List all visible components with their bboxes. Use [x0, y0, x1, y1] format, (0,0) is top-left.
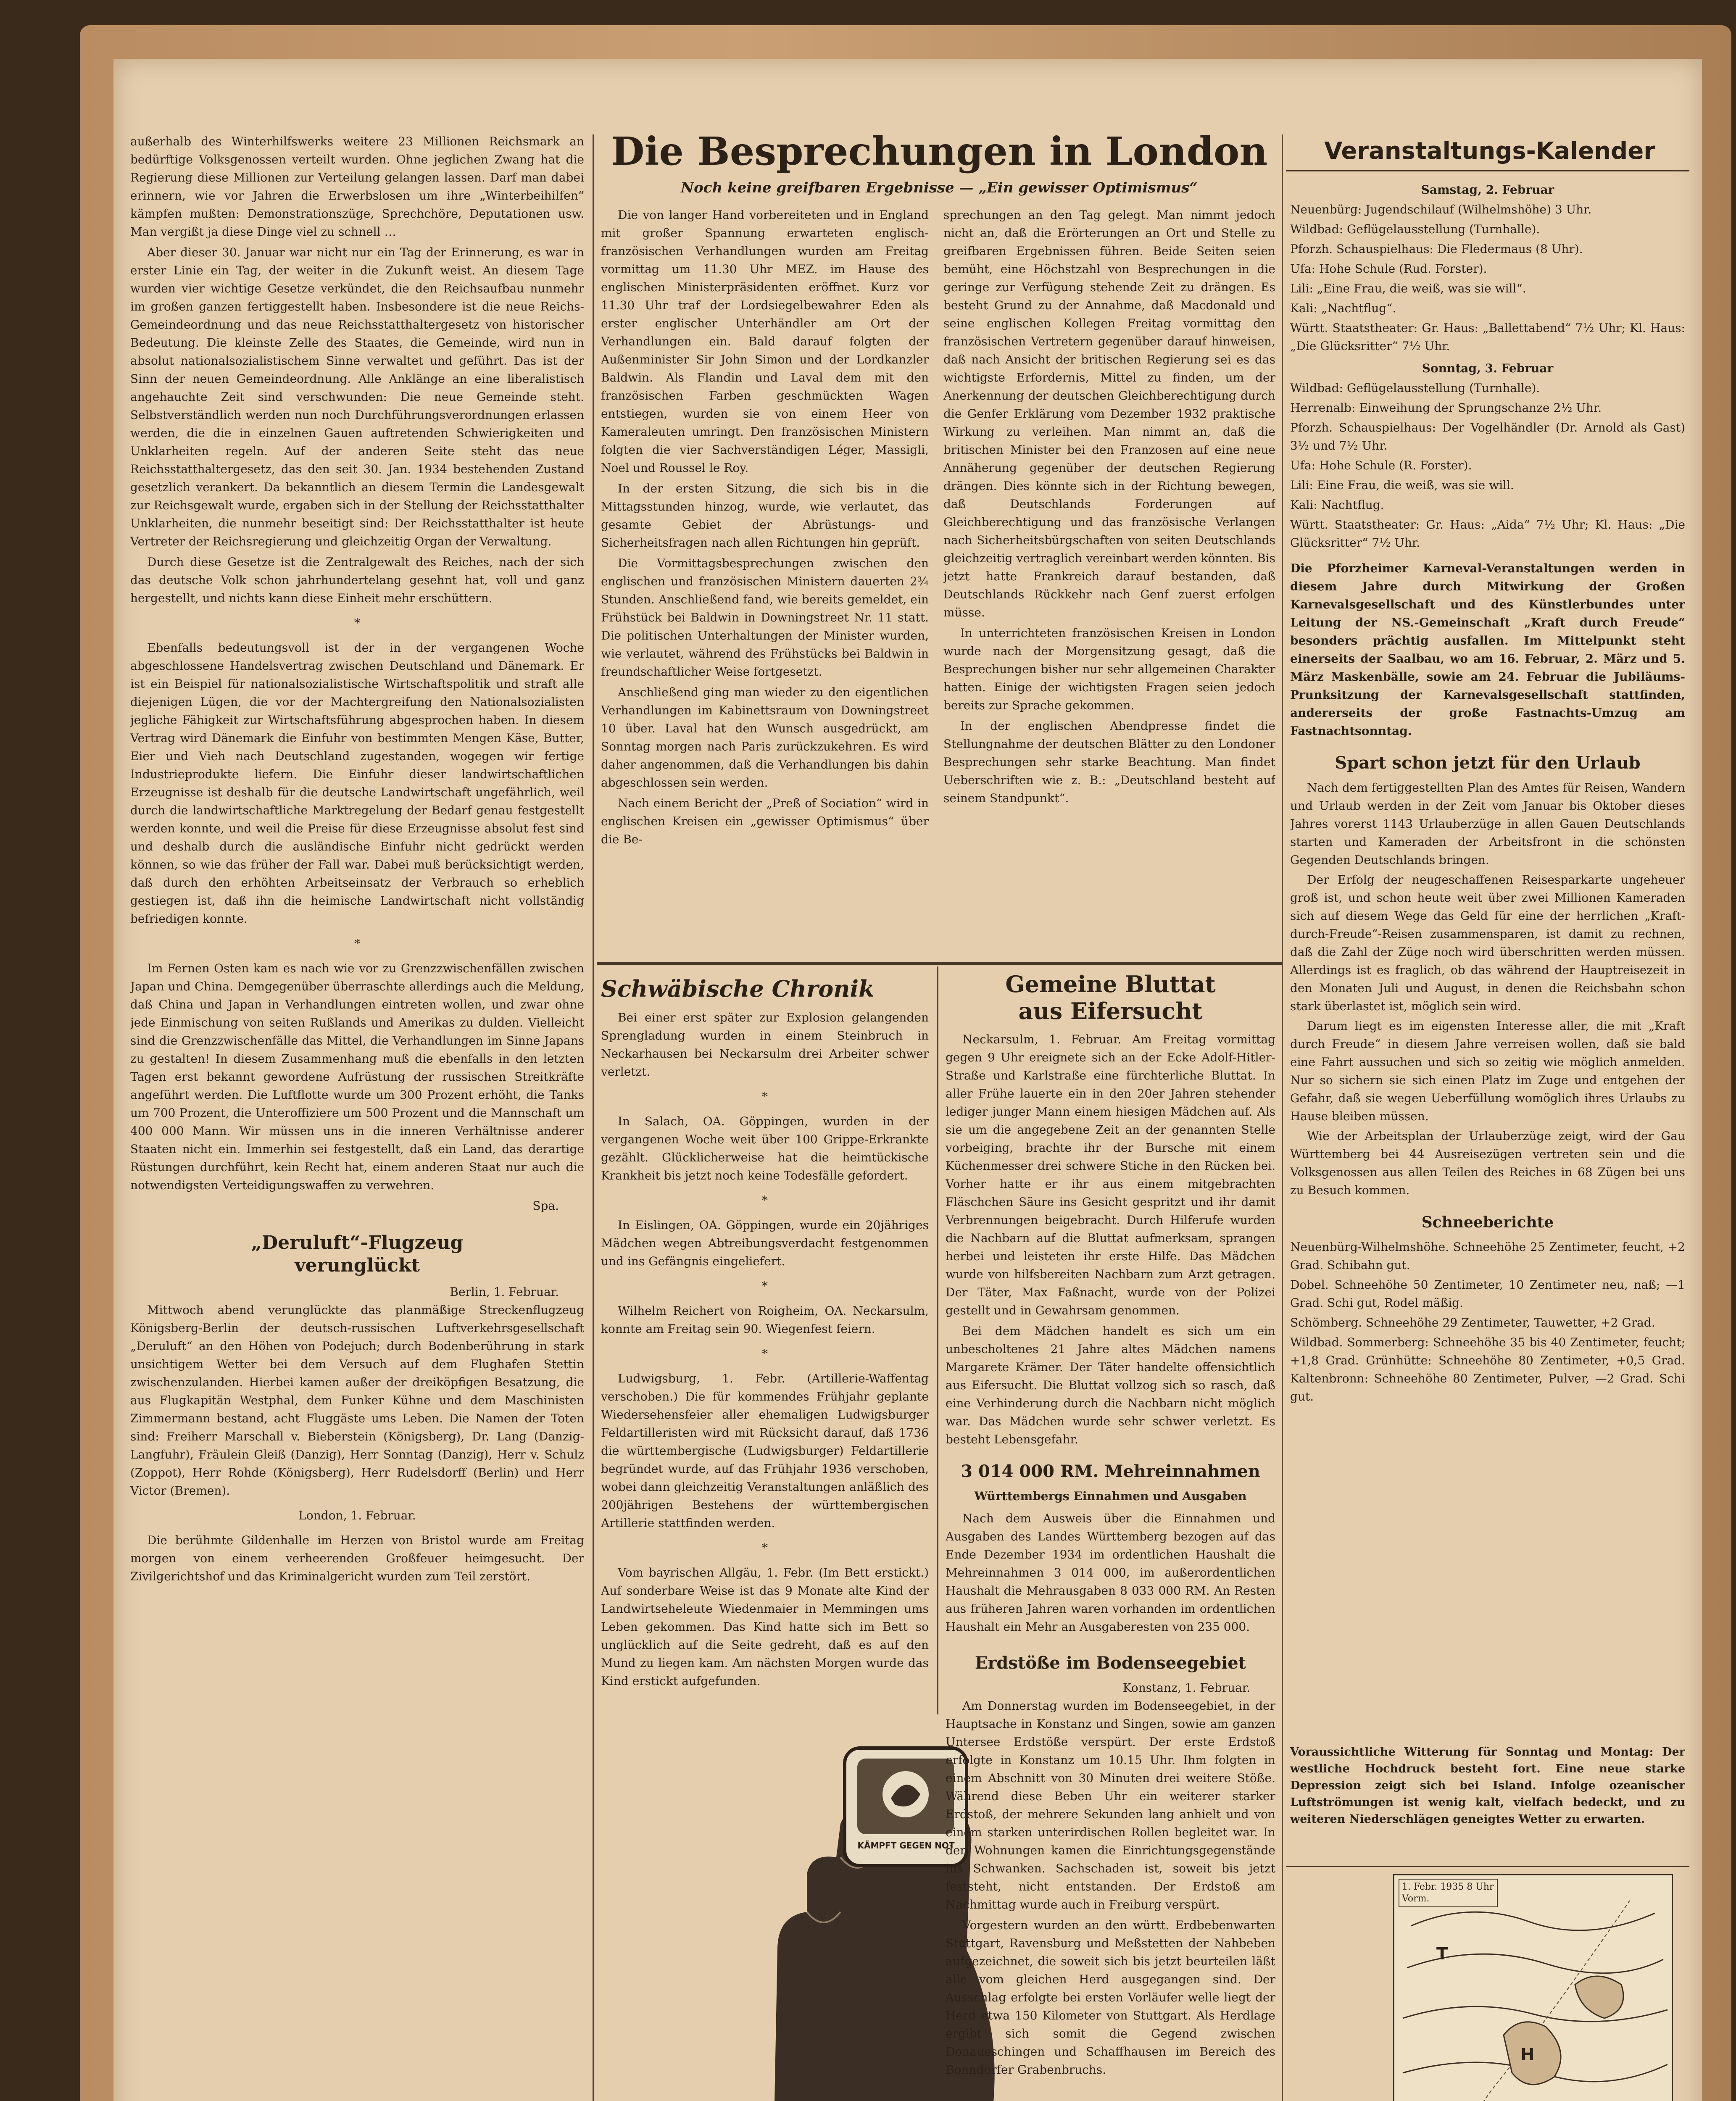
separator-star: *	[762, 1090, 768, 1103]
article-paragraph: Nach dem fertiggestellten Plan des Amtes für Reisen, Wandern und Urlaub werden in der Zeit vom Januar bis Oktober dieses Jahres vorerst 1143 Urlauberzüge in allen Gauen Deutschlands starten und Kameraden der Arbeitsfront in die schönsten Gegenden Deutschlands bringen.	[1290, 781, 1685, 867]
calendar-title: Veranstaltungs-Kalender	[1324, 137, 1655, 165]
lead-column-2	[943, 206, 1275, 958]
article-paragraph: Mittwoch abend verunglückte das planmäßige Streckenflugzeug Königsberg-Berlin der deutsch-russischen Luftverkehrsgesellschaft „Deruluft“ an den Höhen von Podejuch; durch Bodenberührung in stark unsichtigem Wetter bei dem Versuch auf dem Flughafen Stettin zwischenzulanden. Hierbei kamen außer der dreiköpfigen Besatzung, die aus Flugkapitän Westphal, dem Funker Kühne und dem Maschinisten Zimmermann bestand, acht Fluggäste ums Leben. Die Namen der Toten sind: Freiherr Marschall v. Bieberstein (Königsberg), Dr. Lang (Danzig-Langfuhr), Fräulein Gleiß (Danzig), Herr Sonntag (Danzig), Herr v. Schulz (Zoppot), Herr Rohde (Königsberg), Herr Rudelsdorff (Berlin) und Herr Victor (Bremen).	[130, 1303, 584, 1498]
article-paragraph: außerhalb des Winterhilfswerks weitere 23 Millionen Reichsmark an bedürftige Volksgenossen verteilt wurden. Ohne jeglichen Zwang hat die Regierung diese Millionen zur Verteilung gelangen lassen. Darf man dabei erinnern, wie vor Jahren die Erwerbslosen um ihre „Winterbeihilfen“ kämpfen mußten: Demonstrationszüge, Sprechchöre, Deputationen usw. Man vergißt ja diese Dinge viel zu schnell …	[130, 134, 584, 239]
bluttat-headline: Gemeine Bluttat aus Eifersucht	[1005, 971, 1216, 1024]
article-paragraph: Neckarsulm, 1. Februar. Am Freitag vormittag gegen 9 Uhr ereignete sich an der Ecke Adolf-Hitler-Straße und Karlstraße eine fürchterliche Bluttat. In aller Frühe lauerte ein in den 20er Jahren stehender lediger junger Mann einem hiesigen Mädchen auf. Als sie um die angegebene Zeit an der genannten Stelle vorbeiging, brachte ihr der Bursche mit einem Küchenmesser drei schwere Stiche in den Rücken bei. Vorher hatte er ihr aus einem mitgebrachten Fläschchen Säure ins Gesicht gespritzt und ihr damit Verbrennungen beigebracht. Durch Hilferufe wurden die Nachbarn auf die Bluttat aufmerksam, sprangen herbei und leisteten ihr erste Hilfe. Das Mädchen wurde von hilfsbereiten Nachbarn zum Arzt getragen. Der Täter, Max Faßnacht, wurde von der Polizei gestellt und in Gewahrsam genommen.	[946, 1032, 1275, 1317]
svg-text:H: H	[1520, 2045, 1535, 2064]
chronik-column	[601, 971, 929, 1693]
article-paragraph: Der Erfolg der neugeschaffenen Reisesparkarte ungeheuer groß ist, und schon heute weit über zwei Millionen Kameraden sich auf diesem Wege das Geld für eine der herrlichen „Kraft-durch-Freude“-Reisen zusammensparen, ist damit zu rechnen, daß die Zahl der Züge noch wird überschritten werden müssen. Allerdings ist es fraglich, ob das während der Hauptreisezeit in den Monaten Juli und August, in denen die Reichsbahn schon stark überlastet ist, möglich sein wird.	[1290, 873, 1685, 1013]
weather-map-drawing	[1394, 1875, 1672, 2101]
article-paragraph: In Salach, OA. Göppingen, wurden in der vergangenen Woche weit über 100 Grippe-Erkrankte gezählt. Glücklicherweise hat die heimtückische Krankheit bis jetzt noch keine Todesfälle gefordert.	[601, 1114, 929, 1182]
calendar-item: Pforzh. Schauspielhaus: Der Vogelhändler (Dr. Arnold als Gast) 3½ und 7½ Uhr.	[1290, 421, 1685, 453]
lead-headline: Die Besprechungen in London	[611, 129, 1268, 174]
article-paragraph: Darum liegt es im eigensten Interesse aller, die mit „Kraft durch Freude“ in diesem Jahre verreisen wollen, daß sie bald eine Fahrt aussuchen und sich so zeitig wie möglich anmelden. Nur so sichern sie sich einen Platz im Zuge und entgehen der Gefahr, daß sie wegen Ueberfüllung womöglich ihres Urlaubs zu Hause bleiben müssen.	[1290, 1019, 1685, 1123]
schnee-headline: Schneeberichte	[1421, 1214, 1554, 1231]
article-paragraph: In der englischen Abendpresse findet die Stellungnahme der deutschen Blätter zu den Londoner Besprechungen sehr starke Beachtung. Man findet Ueberschriften wie z. B.: „Deutschland besteht auf seinem Standpunkt“.	[943, 719, 1275, 805]
article-paragraph: In unterrichteten französischen Kreisen in London wurde nach der Morgensitzung gesagt, daß die Besprechungen bisher nur sehr allgemeinen Charakter hatten. Einige der wichtigsten Fragen seien jedoch bereits zur Sprache gekommen.	[943, 626, 1275, 712]
article-paragraph: Die Vormittagsbesprechungen zwischen den englischen und französischen Ministern dauerten 2¾ Stunden. Anschließend fand, wie bereits gemeldet, ein Frühstück bei Baldwin in Downingstreet Nr. 11 statt. Die politischen Unterhaltungen der Minister wurden, wie verlautet, während des Frühstücks bei Baldwin in freundschaftlicher Weise fortgesetzt.	[601, 556, 929, 679]
mehreinnahmen-subheadline: Württembergs Einnahmen und Ausgaben	[974, 1489, 1247, 1503]
badge-text: KÄMPFT GEGEN NOT	[857, 1840, 955, 1851]
separator-star: *	[762, 1347, 768, 1361]
article-paragraph: Nach einem Bericht der „Preß of Sociation“ wird in englischen Kreisen ein „gewisser Optimismus“ über die Be-	[601, 796, 929, 846]
author-signature: Spa.	[532, 1199, 559, 1213]
separator-star: *	[762, 1193, 768, 1207]
snow-report: Neuenbürg-Wilhelmshöhe. Schneehöhe 25 Zentimeter, feucht, +2 Grad. Schibahn gut.	[1290, 1240, 1685, 1272]
article-paragraph: Aber dieser 30. Januar war nicht nur ein Tag der Erinnerung, es war in erster Linie ein Tag, der weiter in die Zukunft weist. An diesem Tage wurden vier wichtige Gesetze verkündet, die den Reichsaufbau nunmehr im großen ganzen fertiggestellt haben. Insbesondere ist die neue Reichs-Gemeindeordnung und das neue Reichsstatthaltergesetz von historischer Bedeutung. Die kleinste Zelle des Staates, die Gemeinde, wird nun in absolut nationalsozialistischem Sinne verwaltet und geführt. Das ist der Sinn der neuen Gemeindeordnung. Alle Anklänge an eine liberalistisch angehauchte Zeit sind verschwunden: Die neue Gemeinde steht. Selbstverständlich werden nun noch Durchführungsverordnungen erlassen werden, die die in einzelnen Gauen auftretenden Schwierigkeiten und Unklarheiten regeln. Auf der anderen Seite steht das neue Reichsstatthaltergesetz, das den seit 30. Jan. 1934 bestehenden Zustand gesetzlich verankert. Da bekanntlich an diesem Termin die Landesgewalt zur Reichsgewalt wurde, ergaben sich in der Stellung der Reichsstatthalter Unklarheiten, die nunmehr beseitigt sind: Der Reichsstatthalter ist heute Vertreter der Reichsregierung und gleichzeitig Organ der Verwaltung.	[130, 245, 584, 548]
article-paragraph: Wie der Arbeitsplan der Urlauberzüge zeigt, wird der Gau Württemberg bei 44 Ausreisezügen vertreten sein und die Volksgenossen aus allen Teilen des Reiches in 68 Zügen bei uns zu Besuch kommen.	[1290, 1129, 1685, 1197]
article-paragraph: sprechungen an den Tag gelegt. Man nimmt jedoch nicht an, daß die Erörterungen an Ort und Stelle zu greifbaren Ergebnissen führen. Beide Seiten seien bemüht, eine Höchstzahl von Besprechungen in die geringe zur Verfügung stehende Zeit zu drängen. Es besteht Grund zu der Annahme, daß Macdonald und seine englischen Kollegen Freitag vormittag den französischen Vertretern gegenüber darauf hinweisen, daß nach Ansicht der britischen Regierung sei es das wichtigste Erfordernis, Mittel zu finden, um der Anerkennung der deutschen Gleichberechtigung durch die Genfer Erklärung vom Dezember 1932 praktische Wirkung zu verleihen. Man nimmt an, daß die britischen Minister bei den Franzosen auf eine neue Annäherung gegenüber der deutschen Regierung drängen. Dies könnte sich in der Richtung bewegen, daß Deutschlands Forderungen auf Gleichberechtigung und das französische Verlangen nach Sicherheitsbürgschaften von seiten Deutschlands gleichzeitig vertraglich vereinbart werden könnten. Bis jetzt hatte Frankreich darauf bestanden, daß Deutschlands Rückkehr nach Genf zuerst erfolgen müsse.	[943, 208, 1275, 619]
left-column	[130, 132, 584, 2101]
calendar-item: Pforzh. Schauspielhaus: Die Fledermaus (8 Uhr).	[1290, 242, 1583, 256]
calendar-top-rule	[1286, 170, 1689, 171]
calendar-day-header: Samstag, 2. Februar	[1421, 183, 1554, 197]
separator-star: *	[354, 937, 360, 950]
dateline: Konstanz, 1. Februar.	[1122, 1681, 1250, 1695]
calendar-item: Wildbad: Geflügelausstellung (Turnhalle).	[1290, 381, 1540, 395]
calendar-item: Ufa: Hohe Schule (Rud. Forster).	[1290, 262, 1487, 276]
article-paragraph: Am Donnerstag wurden im Bodenseegebiet, in der Hauptsache in Konstanz und Singen, sowie am ganzen Untersee Erdstöße verspürt. Der erste Erdstoß erfolgte in Konstanz um 10.15 Uhr. Ihm folgten in einem Abschnitt von 30 Minuten drei weitere Stöße. Während diese Beben Uhr ein weiterer starker Erdstoß, der mehrere Sekunden lang anhielt und von einem starken unterirdischen Rollen begleitet war. In den Wohnungen kamen die Einrichtungsgegenstände ins Schwanken. Sachschaden ist, soweit bis jetzt feststeht, nicht entstanden. Der Erdstoß am Nachmittag wurde auch in Freiburg verspürt.	[946, 1699, 1275, 1911]
lead-bottom-rule	[597, 962, 1282, 965]
calendar-item: Lili: „Eine Frau, die weiß, was sie will“.	[1290, 282, 1526, 295]
weather-forecast	[1290, 1744, 1685, 1870]
calendar-item: Ufa: Hohe Schule (R. Forster).	[1290, 458, 1472, 472]
calendar-item: Herrenalb: Einweihung der Sprungschanze 2½ Uhr.	[1290, 401, 1602, 415]
article-paragraph: Die Pforzheimer Karneval-Veranstaltungen werden in diesem Jahre durch Mitwirkung der Großen Karnevalsgesellschaft und des Künstlerbundes unter Leitung der NS.-Gemeinschaft „Kraft durch Freude“ besonders prächtig ausfallen. Im Mittelpunkt steht einerseits der Saalbau, wo am 16. Februar, 2. März und 5. März Maskenbälle, sowie am 24. Februar die Jubiläums-Prunksitzung der Karnevalsgesellschaft stattfinden, andererseits der große Fastnachts-Umzug am Fastnachtsonntag.	[1290, 561, 1685, 738]
column-rule	[1282, 134, 1283, 2101]
article-paragraph: Wilhelm Reichert von Roigheim, OA. Neckarsulm, konnte am Freitag sein 90. Wiegenfest feiern.	[601, 1304, 929, 1336]
urlaub-headline: Spart schon jetzt für den Urlaub	[1335, 753, 1641, 773]
dateline: London, 1. Februar.	[298, 1509, 416, 1522]
middle-right-column	[946, 971, 1275, 2101]
weather-text: Voraussichtliche Witterung für Sonntag und Montag: Der westliche Hochdruck besteht fort. Eine neue starke Depression zeigt sich bei Island. Infolge ozeanischer Luftströmungen ist wenig kalt, vielfach bedeckt, und zu weiteren Niederschlägen geneigtes Wetter zu erwarten.	[1290, 1746, 1685, 1826]
weather-map-label: 1. Febr. 1935 8 Uhr Vorm.	[1399, 1879, 1498, 1907]
calendar-item: Kali: Nachtflug.	[1290, 498, 1384, 512]
lead-subheadline: Noch keine greifbaren Ergebnisse — „Ein gewisser Optimismus“	[681, 179, 1198, 196]
article-paragraph: Die von langer Hand vorbereiteten und in England mit großer Spannung erwarteten englisch-französischen Verhandlungen wurden am Freitag vormittag um 11.30 Uhr MEZ. im Hause des englischen Ministerpräsidenten eröffnet. Kurz vor 11.30 Uhr traf der Lordsiegelbewahrer Eden als erster englischer Unterhändler am Ort der Verhandlungen ein. Bald darauf folgten der Außenminister Sir John Simon und der Lordkanzler Baldwin. Als Flandin und Laval dem mit den französischen Farben geschmückten Wagen entstiegen, wurden sie von einem Heer von Kameraleuten umringt. Den französischen Ministern folgten die vier Sachverständigen Léger, Massigli, Noel und Roussel le Roy.	[601, 208, 929, 475]
separator-star: *	[354, 616, 360, 630]
article-paragraph: Ludwigsburg, 1. Febr. (Artillerie-Waffentag verschoben.) Die für kommendes Frühjahr geplante Wiedersehensfeier aller ehemaligen Ludwigsburger Feldartilleristen wird mit Rücksicht darauf, daß 1736 die württembergische (Ludwigsburger) Feldartillerie begründet wurde, auf das Frühjahr 1936 verschoben, wobei dann gleichzeitig Veranstaltungen anläßlich des 200jährigen Bestehens der württembergischen Artillerie stattfinden werden.	[601, 1372, 929, 1530]
article-paragraph: Im Fernen Osten kam es nach wie vor zu Grenzzwischenfällen zwischen Japan und China. Demgegenüber überraschte allerdings auch die Meldung, daß China und Japan in Verhandlungen eintreten wollen, und zwar ohne jede Einmischung von seiten Rußlands und Amerikas zu dulden. Vielleicht sind die Grenzzwischenfälle das Mittel, die Verhandlungen im Sinne Japans zu gestalten! In diesem Zusammenhang muß die ebenfalls in den letzten Tagen erst bekannt gewordene Aufrüstung der russischen Streitkräfte angeführt werden. Die Luftflotte wurde um 300 Prozent erhöht, die Tanks um 700 Prozent, die Unteroffiziere um 500 Prozent und die Mannschaft um 400 000 Mann. Wir müssen uns in die inneren Verhältnisse anderer Staaten nicht ein. Immerhin sei festgestellt, daß ein Land, das derartige Rüstungen durchführt, kein Recht hat, einem anderen Staat nur auch die notwendigsten Verteidigungswaffen zu verwehren.	[130, 961, 584, 1192]
snow-report: Dobel. Schneehöhe 50 Zentimeter, 10 Zentimeter neu, naß; —1 Grad. Schi gut, Rodel mäßig.	[1290, 1278, 1685, 1310]
dateline: Berlin, 1. Februar.	[450, 1285, 559, 1299]
calendar-day-header: Sonntag, 3. Februar	[1422, 361, 1554, 375]
snow-report: Schömberg. Schneehöhe 29 Zentimeter, Tauwetter, +2 Grad.	[1290, 1316, 1655, 1330]
article-paragraph: In Eislingen, OA. Göppingen, wurde ein 20jähriges Mädchen wegen Abtreibungsverdacht festgenommen und ins Gefängnis eingeliefert.	[601, 1218, 929, 1268]
calendar-item: Württ. Staatstheater: Gr. Haus: „Aida“ 7½ Uhr; Kl. Haus: „Die Glücksritter“ 7½ Uhr.	[1290, 518, 1685, 550]
article-paragraph: Anschließend ging man wieder zu den eigentlichen Verhandlungen im Kabinettsraum von Downingstreet 10 über. Laval hat den Wunsch ausgedrückt, am Sonntag morgen nach Paris zurückzukehren. Es wird daher angenommen, daß die Verhandlungen bis dahin abgeschlossen sein werden.	[601, 685, 929, 790]
article-paragraph: Bei dem Mädchen handelt es sich um ein unbescholtenes 21 Jahre altes Mädchen namens Margarete Krämer. Der Täter handelte offensichtlich aus Eifersucht. Die Bluttat vollzog sich so rasch, daß eine Verhinderung durch die Nachbarn nicht möglich war. Das Mädchen wurde sehr schwer verletzt. Es besteht Lebensgefahr.	[946, 1324, 1275, 1446]
calendar-column	[1290, 176, 1685, 1866]
article-paragraph: Bei einer erst später zur Explosion gelangenden Sprengladung wurden in einem Steinbruch in Neckarhausen bei Neckarsulm drei Arbeiter schwer verletzt.	[601, 1011, 929, 1079]
article-paragraph: Durch diese Gesetze ist die Zentralgewalt des Reiches, nach der sich das deutsche Volk schon jahrhundertelang gesehnt hat, voll und ganz hergestellt, und nichts kann diese Einheit mehr erschüttern.	[130, 555, 584, 605]
svg-text:T: T	[1436, 1944, 1448, 1964]
article-paragraph: Ebenfalls bedeutungsvoll ist der in der vergangenen Woche abgeschlossene Handelsvertrag zwischen Deutschland und Dänemark. Er ist ein Beispiel für nationalsozialistische Wirtschaftspolitik und straft alle diejenigen Lügen, die vor der Machtergreifung den Nationalsozialisten jegliche Fähigkeit zur Wirtschaftsführung abgesprochen haben. In diesem Vertrag wird Dänemark die Einfuhr von bestimmten Mengen Käse, Butter, Eier und Vieh nach Deutschland zugestanden, wogegen wir fertige Industrieprodukte liefern. Die Einfuhr dieser landwirtschaftlichen Erzeugnisse ist deshalb für die deutsche Landwirtschaft ungefährlich, weil durch die landwirtschaftliche Marktregelung der Bedarf genau festgestellt werden konnte, und weil die Preise für diese Erzeugnisse absolut fest sind und deshalb durch die ausländische Einfuhr nicht gedrückt werden können, so wie das früher der Fall war. Dabei muß berücksichtigt werden, daß durch den erhöhten Arbeitseinsatz der Verbrauch so erheblich gestiegen ist, daß ihn die heimische Landwirtschaft nicht vollständig befriedigen konnte.	[130, 641, 584, 926]
article-paragraph: In der ersten Sitzung, die sich bis in die Mittagsstunden hinzog, wurde, wie verlautet, das gesamte Gebiet der Abrüstungs- und Sicherheitsfragen nach allen Richtungen hin geprüft.	[601, 482, 929, 550]
lead-column-1	[601, 206, 929, 958]
weather-map	[1393, 1874, 1673, 2101]
article-paragraph: Die berühmte Gildenhalle im Herzen von Bristol wurde am Freitag morgen von einem verheerenden Großfeuer heimgesucht. Der Zivilgerichtshof und das Kriminalgericht wurden zum Teil zerstört.	[130, 1533, 584, 1583]
mehreinnahmen-headline: 3 014 000 RM. Mehreinnahmen	[961, 1461, 1260, 1481]
calendar-item: Kali: „Nachtflug“.	[1290, 301, 1396, 315]
article-paragraph: Vom bayrischen Allgäu, 1. Febr. (Im Bett erstickt.) Auf sonderbare Weise ist das 9 Monate alte Kind der Landwirtseheleute Wiedenmaier in Memmingen ums Leben gekommen. Das Kind hatte sich im Bett so unglücklich auf die Seite gedreht, daß es auf den Mund zu liegen kam. Am nächsten Morgen wurde das Kind erstickt aufgefunden.	[601, 1566, 929, 1688]
calendar-item: Wildbad: Geflügelausstellung (Turnhalle).	[1290, 222, 1540, 236]
calendar-item: Neuenbürg: Jugendschilauf (Wilhelmshöhe) 3 Uhr.	[1290, 203, 1592, 216]
calendar-item: Lili: Eine Frau, die weiß, was sie will.	[1290, 478, 1514, 492]
snow-report: Wildbad. Sommerberg: Schneehöhe 35 bis 40 Zentimeter, feucht; +1,8 Grad. Grünhütte: Schneehöhe 80 Zentimeter, +0,5 Grad. Kaltenbronn: Schneehöhe 80 Zentimeter, Pulver, —2 Grad. Schi gut.	[1290, 1335, 1685, 1403]
column-rule	[593, 134, 594, 2101]
chronik-headline: Schwäbische Chronik	[601, 975, 875, 1002]
calendar-item: Württ. Staatstheater: Gr. Haus: „Ballettabend“ 7½ Uhr; Kl. Haus: „Die Glücksritter“ 7½ Uhr.	[1290, 321, 1685, 353]
erdstoesse-headline: Erdstöße im Bodenseegebiet	[975, 1653, 1246, 1673]
article-paragraph: Nach dem Ausweis über die Einnahmen und Ausgaben des Landes Württemberg bezogen auf das Ende Dezember 1934 im ordentlichen Haushalt die Mehreinnahmen 3 014 000, im außerordentlichen Haushalt die Mehrausgaben 8 033 000 RM. An Resten aus früheren Jahren waren vorhanden im ordentlichen Haushalt ein Mehr an Ausgaberesten von 235 000.	[946, 1511, 1275, 1634]
deruluft-headline: „Deruluft“-Flugzeug verunglückt	[251, 1232, 464, 1276]
newspaper-page	[113, 59, 1702, 2101]
article-paragraph: Vorgestern wurden an den württ. Erdbebenwarten Stuttgart, Ravensburg und Meßstetten der Nahbeben aufgezeichnet, die soweit sich bis jetzt beurteilen läßt alle vom gleichen Herd ausgegangen sind. Der Ausschlag erfolgte bei ersten Vorläufer welle liegt der Herd etwa 150 Kilometer von Stuttgart. Als Herdlage ergibt sich somit die Gegend zwischen Donaueschingen und Schaffhausen im Bereich des Bonndorfer Grabenbruchs.	[946, 1918, 1275, 2077]
separator-star: *	[762, 1541, 768, 1555]
separator-star: *	[762, 1279, 768, 1293]
